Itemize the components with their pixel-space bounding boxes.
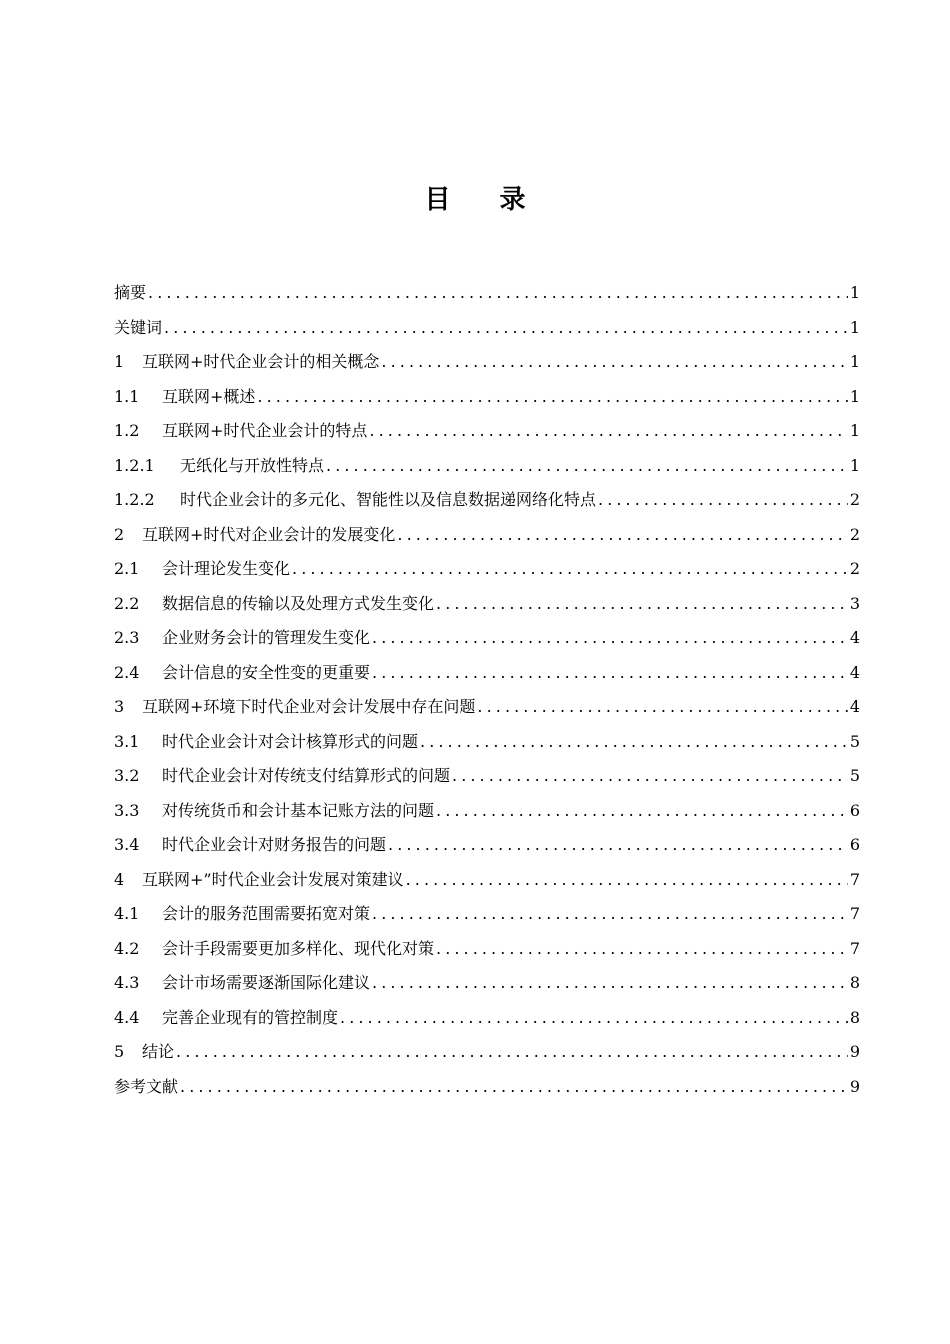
toc-entry-page-number: 6 [849,835,860,854]
toc-entry-title: 互联网+时代企业会计的特点 [162,421,368,440]
toc-entry-title: 结论 [142,1042,175,1061]
toc-entry-number: 2.4 [114,662,140,682]
toc-dot-leader [372,621,848,656]
toc-entry-number: 2.1 [114,559,140,578]
toc-entry-page-number: 3 [849,593,860,613]
toc-entry-title: 摘要 [114,283,147,302]
toc-entry-number: 1.2.1 [114,455,155,475]
toc-dot-leader [164,311,848,346]
toc-entry-title: 互联网+时代企业会计的相关概念 [142,352,380,371]
toc-dot-leader [388,828,848,863]
toc-entry[interactable] [114,690,860,725]
toc-entry-page-number: 8 [849,973,860,992]
toc-entry-number: 3 [114,697,125,716]
toc-entry-number: 1.2 [114,421,140,440]
toc-entry[interactable] [114,552,860,587]
toc-entry-title: 互联网+时代对企业会计的发展变化 [142,524,396,544]
toc-dot-leader [340,1001,848,1036]
toc-entry-page-number: 1 [849,283,860,302]
toc-entry-title: 会计市场需要逐渐国际化建议 [162,973,371,992]
toc-entry-title: 对传统货币和会计基本记账方法的问题 [162,800,435,820]
toc-entry-number: 1.1 [114,386,140,406]
toc-entry-page-number: 7 [849,869,860,889]
toc-entry-title: 会计信息的安全性变的更重要 [162,662,371,682]
toc-entry[interactable] [114,966,860,1001]
toc-dot-leader [180,1070,848,1105]
toc-entry[interactable] [114,932,860,967]
toc-entry-number: 4.4 [114,1007,140,1027]
toc-entry[interactable] [114,414,860,449]
toc-entry-number: 4.1 [114,904,140,923]
toc-entry-number: 1.2.2 [114,490,155,509]
toc-entry-page-number: 2 [849,524,860,544]
toc-entry[interactable] [114,345,860,380]
toc-entry-number: 4.2 [114,938,140,958]
toc-entry-title: 互联网+概述 [162,386,256,406]
page-title: 目 录 [424,185,546,215]
toc-entry-page-number: 1 [849,455,860,475]
toc-entry-page-number: 1 [849,352,860,371]
toc-entry[interactable] [114,828,860,863]
toc-entry[interactable] [114,483,860,518]
toc-entry-number: 2 [114,524,125,544]
toc-entry-number: 1 [114,352,125,371]
toc-entry-number: 3.1 [114,731,140,751]
toc-entry-page-number: 9 [849,1042,860,1061]
toc-entry-page-number: 2 [849,490,860,509]
toc-entry-page-number: 5 [849,766,860,785]
toc-dot-leader [148,276,848,311]
toc-dot-leader [436,932,848,967]
toc-dot-leader [436,794,848,829]
toc-entry-title: 时代企业会计对财务报告的问题 [162,835,387,854]
toc-entry[interactable] [114,794,860,829]
toc-entry-number: 3.3 [114,800,140,820]
table-of-contents [114,276,860,1104]
toc-entry-page-number: 1 [849,317,860,337]
toc-entry[interactable] [114,897,860,932]
toc-entry-page-number: 2 [849,559,860,578]
toc-entry-number: 5 [114,1042,125,1061]
toc-entry-page-number: 7 [849,938,860,958]
toc-entry[interactable] [114,380,860,415]
toc-entry-title: 时代企业会计对会计核算形式的问题 [162,731,419,751]
toc-dot-leader [257,380,847,415]
toc-entry-page-number: 4 [849,628,860,647]
toc-dot-leader [406,863,848,898]
toc-dot-leader [598,483,848,518]
toc-entry-page-number: 4 [849,697,860,716]
toc-entry-page-number: 6 [849,800,860,820]
toc-entry[interactable] [114,1035,860,1070]
toc-entry-title: 会计手段需要更加多样化、现代化对策 [162,938,435,958]
toc-entry[interactable] [114,518,860,553]
toc-entry-page-number: 4 [849,662,860,682]
toc-entry[interactable] [114,449,860,484]
toc-entry-title: 会计的服务范围需要拓宽对策 [162,904,371,923]
toc-entry-title: 数据信息的传输以及处理方式发生变化 [162,593,435,613]
toc-entry[interactable] [114,311,860,346]
toc-entry[interactable] [114,621,860,656]
toc-entry-title: 互联网+环境下时代企业对会计发展中存在问题 [142,697,476,716]
toc-entry-title: 互联网+”时代企业会计发展对策建议 [142,869,404,889]
toc-entry-title: 企业财务会计的管理发生变化 [162,628,371,647]
toc-entry-page-number: 1 [849,386,860,406]
toc-entry[interactable] [114,1070,860,1105]
toc-entry-title: 关键词 [114,317,163,337]
toc-entry[interactable] [114,725,860,760]
toc-entry[interactable] [114,759,860,794]
toc-entry-number: 3.2 [114,766,140,785]
toc-entry[interactable] [114,656,860,691]
toc-dot-leader [477,690,847,725]
toc-dot-leader [452,759,848,794]
toc-dot-leader [436,587,848,622]
toc-entry[interactable] [114,587,860,622]
toc-entry-title: 完善企业现有的管控制度 [162,1007,339,1027]
toc-dot-leader [372,656,848,691]
toc-entry-number: 2.2 [114,593,140,613]
toc-dot-leader [397,518,847,553]
toc-dot-leader [292,552,848,587]
toc-dot-leader [372,897,848,932]
toc-entry-number: 4.3 [114,973,140,992]
toc-entry-title: 无纸化与开放性特点 [180,455,325,475]
toc-entry-title: 参考文献 [114,1076,179,1096]
toc-entry-title: 会计理论发生变化 [162,559,291,578]
toc-entry-number: 4 [114,869,125,889]
toc-entry-number: 2.3 [114,628,140,647]
toc-entry-page-number: 5 [849,731,860,751]
toc-entry-number: 3.4 [114,835,140,854]
toc-entry-page-number: 9 [849,1076,860,1096]
toc-dot-leader [381,345,847,380]
toc-entry-page-number: 8 [849,1007,860,1027]
toc-entry-title: 时代企业会计的多元化、智能性以及信息数据递网络化特点 [180,490,597,509]
toc-dot-leader [326,449,848,484]
toc-dot-leader [372,966,848,1001]
toc-dot-leader [369,414,847,449]
toc-entry[interactable] [114,276,860,311]
toc-entry-title: 时代企业会计对传统支付结算形式的问题 [162,766,451,785]
toc-entry-page-number: 1 [849,421,860,440]
toc-entry[interactable] [114,863,860,898]
toc-entry-page-number: 7 [849,904,860,923]
toc-dot-leader [420,725,848,760]
toc-dot-leader [176,1035,848,1070]
toc-entry[interactable] [114,1001,860,1036]
